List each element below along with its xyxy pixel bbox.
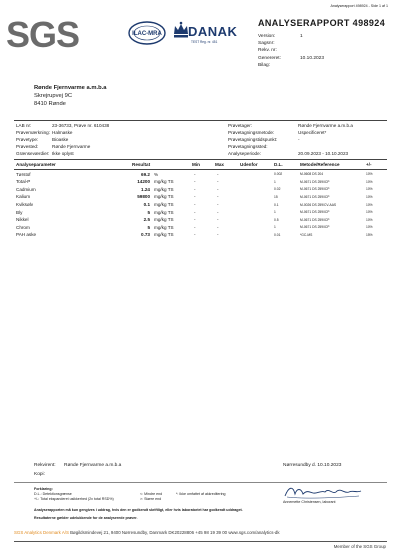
- cell-max: -: [217, 194, 219, 200]
- cell-min: -: [194, 179, 196, 185]
- rekvirent-value: Rønde Fjernvarme a.m.b.a: [64, 463, 122, 468]
- danak-registration: TEST Reg. nr. 451: [191, 40, 218, 44]
- meta-label: Version:: [258, 34, 276, 39]
- cell-param: Bly: [16, 209, 23, 215]
- meta-label: Bilag:: [258, 62, 270, 68]
- cell-min: -: [194, 194, 196, 200]
- customer-street: Skrejrupvej 9C: [34, 93, 73, 99]
- cell-min: -: [194, 217, 196, 223]
- cell-result: 5: [147, 209, 150, 215]
- cell-param: Nikkel: [16, 217, 29, 223]
- meta-value: 10.10.2023: [300, 55, 325, 61]
- cell-min: -: [194, 186, 196, 192]
- customer-city: 8410 Rønde: [34, 101, 66, 107]
- col-header-pm: +/-: [366, 162, 372, 167]
- notes-not-accredited: *: Ikke omfattet af akkreditering: [176, 492, 226, 496]
- cell-unit: mg/kg TS: [154, 201, 174, 207]
- info-value: 23-36733, Prøve nr. 610438: [52, 123, 110, 128]
- cell-param: Chrom: [16, 224, 30, 230]
- cell-method: M-0671 DS 259/ICP: [300, 187, 330, 192]
- cell-dl: 1: [274, 179, 276, 184]
- rekvirent-label: Rekvirent:: [34, 463, 56, 468]
- cell-method: M-0671 DS 259/ICP: [300, 195, 330, 200]
- signer-name: Annemette Christensen, laborant: [283, 500, 336, 504]
- cell-unit: mg/kg TS: [154, 186, 174, 192]
- cell-result: 0.73: [141, 232, 150, 238]
- table-row: [14, 209, 387, 217]
- cell-max: -: [217, 224, 219, 230]
- cell-dl: 0.5: [274, 217, 279, 222]
- footer-bar: [14, 541, 387, 542]
- cell-method: M-0608 DS 204: [300, 172, 324, 177]
- cell-method: M-0026 DS 259/CV-AAS: [300, 202, 337, 207]
- col-header-result: Resultat: [132, 162, 151, 167]
- info-value: 20.09.2023 - 10.10.2023: [298, 151, 349, 157]
- cell-max: -: [217, 171, 219, 177]
- cell-result: 5: [147, 224, 150, 230]
- info-row: [228, 151, 408, 157]
- info-row: [228, 123, 408, 129]
- meta-row: [258, 48, 388, 55]
- cell-param: Cadmium: [16, 186, 36, 192]
- legal-text-2: Resultaterne gælder udelukkende for de analyserede prøver.: [34, 516, 138, 520]
- table-row: [14, 186, 387, 194]
- cell-dl: 0.01: [274, 233, 281, 238]
- sample-info-block: [14, 120, 387, 160]
- info-value: Halmaske: [52, 130, 73, 136]
- cell-min: -: [194, 201, 196, 207]
- cell-pm: 10%: [366, 187, 373, 192]
- cell-max: -: [217, 209, 219, 215]
- cell-param: PAH aske: [16, 232, 37, 238]
- danak-logo: [172, 18, 238, 52]
- cell-pm: 15%: [366, 233, 373, 238]
- table-row: [14, 217, 387, 225]
- info-row: [16, 137, 196, 143]
- report-date: Nørresundby d. 10.10.2023: [283, 463, 342, 468]
- cell-method: *GC-MS: [300, 233, 313, 238]
- meta-row: [258, 34, 388, 41]
- info-value: Rønde Fjernvarme a.m.b.a: [298, 123, 353, 128]
- col-header-min: Min: [192, 162, 200, 167]
- cell-param: Tørstof: [16, 171, 31, 177]
- cell-dl: 15: [274, 195, 278, 200]
- company-name: SGS Analytics Denmark A/S: [14, 530, 69, 535]
- cell-unit: mg/kg TS: [154, 179, 174, 185]
- notes-title: Forklaring:: [34, 487, 53, 491]
- meta-label: Rekv. nr:: [258, 48, 277, 54]
- signature-image: [283, 484, 363, 500]
- info-label: Prøvetype:: [16, 137, 39, 143]
- info-value: -: [298, 137, 300, 143]
- info-label: Prøvetagningstidspunkt:: [228, 137, 278, 143]
- report-title: ANALYSERAPPORT 498924: [258, 18, 386, 28]
- cell-min: -: [194, 224, 196, 230]
- cell-unit: mg/kg TS: [154, 232, 174, 238]
- table-row: [14, 194, 387, 202]
- info-label: Prøvetager:: [228, 123, 252, 128]
- cell-dl: 0.1: [274, 202, 279, 207]
- cell-result: 2.5: [143, 217, 150, 223]
- cell-max: -: [217, 232, 219, 238]
- customer-name: Rønde Fjernvarme a.m.b.a: [34, 85, 107, 91]
- company-footer: [14, 530, 280, 535]
- results-table-header: [14, 161, 387, 170]
- col-header-udenfor: Udenfor: [240, 162, 258, 167]
- info-row: [16, 123, 196, 129]
- cell-min: -: [194, 171, 196, 177]
- cell-min: -: [194, 232, 196, 238]
- info-value: Uspecificeret*: [298, 130, 327, 136]
- meta-label: Sagsnr:: [258, 41, 275, 47]
- info-label: Grænseværdier:: [16, 151, 50, 157]
- meta-row: [258, 56, 388, 63]
- table-row: [14, 171, 387, 179]
- ilac-mra-text: ILAC-MRA: [132, 31, 162, 37]
- info-label: Prøvested:: [16, 144, 39, 150]
- info-label: Prøvemærkning:: [16, 130, 50, 136]
- cell-unit: %: [154, 171, 159, 177]
- page-header-text: Analyserapport 498924 - Side 1 af 1: [330, 4, 388, 8]
- cell-unit: mg/kg TS: [154, 217, 174, 223]
- info-row: [228, 137, 408, 143]
- cell-method: M-0671 DS 259/ICP: [300, 225, 330, 230]
- cell-param: Kviksølv: [16, 201, 34, 207]
- company-address: Bøgildsmindevej 21, 9400 Nørresundby, Danmark DK20228806 +45 98 19 39 00 www.sgs.com/analytics-dk: [68, 530, 280, 535]
- notes-uncertainty: +/-: Total ekspanderet usikkerhed (2x total RSD%): [34, 497, 114, 501]
- notes-dl: D.L.: Detektionsgrænse: [34, 492, 72, 496]
- cell-unit: mg/kg TS: [154, 224, 174, 230]
- legal-text-1: Analyserapporten må kun gengives i uddrag, hvis den er godkendt skriftligt, eller hvis laboratoriet har godkendt uddraget.: [34, 508, 243, 512]
- cell-min: -: [194, 209, 196, 215]
- cell-result: 69.2: [141, 171, 150, 177]
- cell-pm: 10%: [366, 179, 373, 184]
- sgs-logo: [6, 14, 80, 55]
- cell-max: -: [217, 179, 219, 185]
- cell-param: Kalium: [16, 194, 31, 200]
- info-label: LAB nr:: [16, 123, 32, 128]
- cell-max: -: [217, 201, 219, 207]
- cell-result: 1.24: [141, 186, 150, 192]
- cell-pm: 10%: [366, 210, 373, 215]
- cell-result: 59800: [137, 194, 150, 200]
- cell-pm: 10%: [366, 172, 373, 177]
- cell-result: 14200: [137, 179, 150, 185]
- cell-dl: 0.002: [274, 172, 283, 177]
- info-row: [16, 144, 196, 150]
- info-row: [16, 151, 196, 157]
- info-value: Ikke oplyst: [52, 151, 74, 157]
- danak-wordmark: DANAK: [188, 24, 238, 39]
- cell-method: M-0671 DS 259/ICP: [300, 179, 330, 184]
- cell-param: Total-P: [16, 179, 31, 185]
- sgs-logo-text: SGS: [6, 14, 80, 55]
- info-row: [228, 130, 408, 136]
- notes-less-than: <: Mindre end: [140, 492, 163, 496]
- meta-value: 1: [300, 34, 303, 39]
- info-label: Prøvetagningssted:: [228, 144, 268, 150]
- meta-row: [258, 41, 388, 48]
- meta-label: Genereret:: [258, 55, 281, 61]
- cell-unit: mg/kg TS: [154, 209, 174, 215]
- ilac-mra-logo: [127, 20, 167, 46]
- table-row: [14, 224, 387, 232]
- table-row: [14, 201, 387, 209]
- info-value: Bioaske: [52, 137, 69, 143]
- info-row: [16, 130, 196, 136]
- member-text: Member of the SGS Group: [333, 544, 386, 549]
- cell-dl: 1: [274, 225, 276, 230]
- cell-unit: mg/kg TS: [154, 194, 174, 200]
- cell-pm: 10%: [366, 195, 373, 200]
- table-row: [14, 179, 387, 187]
- cell-method: M-0671 DS 259/ICP: [300, 210, 330, 215]
- col-header-method: Metode/Reference: [300, 162, 340, 167]
- kopi-label: Kopi:: [34, 472, 45, 477]
- cell-dl: 0.02: [274, 187, 281, 192]
- cell-pm: 10%: [366, 225, 373, 230]
- info-value: Rønde Fjernvarme: [52, 144, 91, 150]
- info-label: Prøvetagningsmetode:: [228, 130, 275, 136]
- col-header-max: Max: [215, 162, 224, 167]
- meta-row: [258, 63, 388, 70]
- info-label: Analyseperiode:: [228, 151, 261, 157]
- cell-result: 0.1: [143, 201, 150, 207]
- cell-max: -: [217, 217, 219, 223]
- info-row: [228, 144, 408, 150]
- cell-pm: 10%: [366, 202, 373, 207]
- notes-greater-than: >: Større end: [140, 497, 162, 501]
- footer-divider: [14, 482, 387, 483]
- cell-pm: 10%: [366, 217, 373, 222]
- cell-method: M-0671 DS 259/ICP: [300, 217, 330, 222]
- cell-max: -: [217, 186, 219, 192]
- table-row: [14, 232, 387, 240]
- cell-dl: 1: [274, 210, 276, 215]
- col-header-dl: D.L.: [274, 162, 283, 167]
- col-header-param: Analyseparameter: [16, 162, 56, 167]
